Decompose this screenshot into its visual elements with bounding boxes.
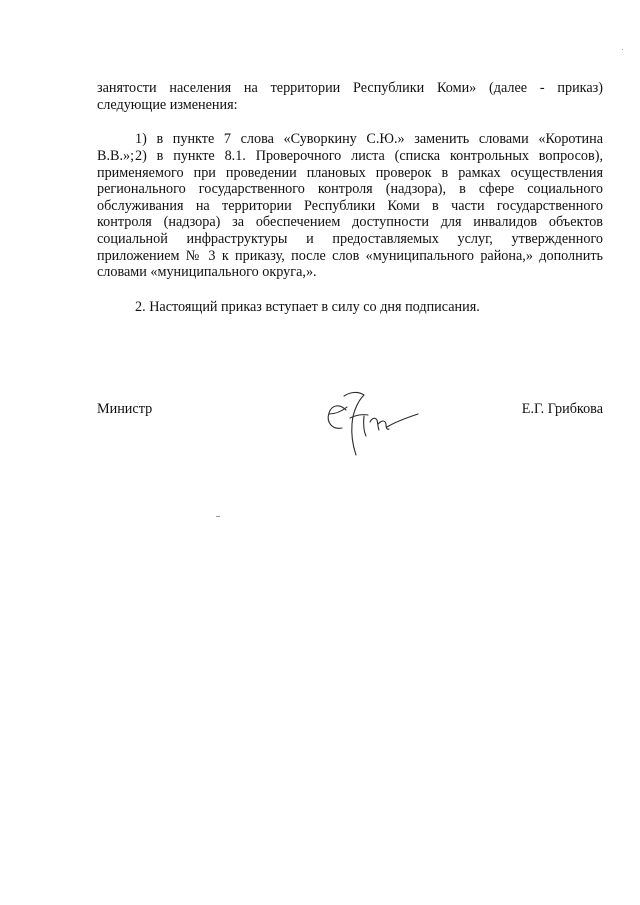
amendment-item-2	[97, 148, 603, 281]
paragraph-2-text: 2. Настоящий приказ вступает в силу со дня подписания.	[135, 299, 480, 315]
item-1-line-2: В.В.»;	[97, 147, 135, 164]
item-2-line-7: приложением № 3 к приказу, после слов «муниципального района,» дополнить	[97, 247, 603, 264]
intro-line-2: следующие изменения:	[97, 96, 238, 113]
item-2-line-6: социальной инфраструктуры и предоставляемых услуг, утвержденного	[97, 230, 603, 247]
signer-name: Е.Г. Грибкова	[521, 401, 603, 417]
item-2-line-2: применяемого при проведении плановых проверок в рамках осуществления	[97, 164, 603, 181]
handwritten-signature	[320, 380, 430, 460]
effective-date-paragraph	[97, 299, 603, 316]
item-2-line-4: обслуживания на территории Республики Коми в части государственного	[97, 197, 603, 214]
intro-line-1: занятости населения на территории Республики Коми» (далее - приказ)	[97, 80, 603, 96]
intro-paragraph	[97, 80, 603, 113]
item-2-line-8: словами «муниципального округа,».	[97, 264, 317, 281]
scan-speck	[216, 516, 220, 517]
item-2-line-1: 2) в пункте 8.1. Проверочного листа (списка контрольных вопросов),	[135, 148, 603, 164]
item-1-line-1: 1) в пункте 7 слова «Суворкину С.Ю.» заменить словами «Коротина	[135, 131, 603, 147]
scan-speck	[622, 49, 623, 50]
item-2-line-5: контроля (надзора) за обеспечением доступности для инвалидов объектов	[97, 214, 603, 231]
item-2-line-3: регионального государственного контроля (надзора), в сфере социального	[97, 181, 603, 198]
signer-title: Министр	[97, 401, 153, 417]
